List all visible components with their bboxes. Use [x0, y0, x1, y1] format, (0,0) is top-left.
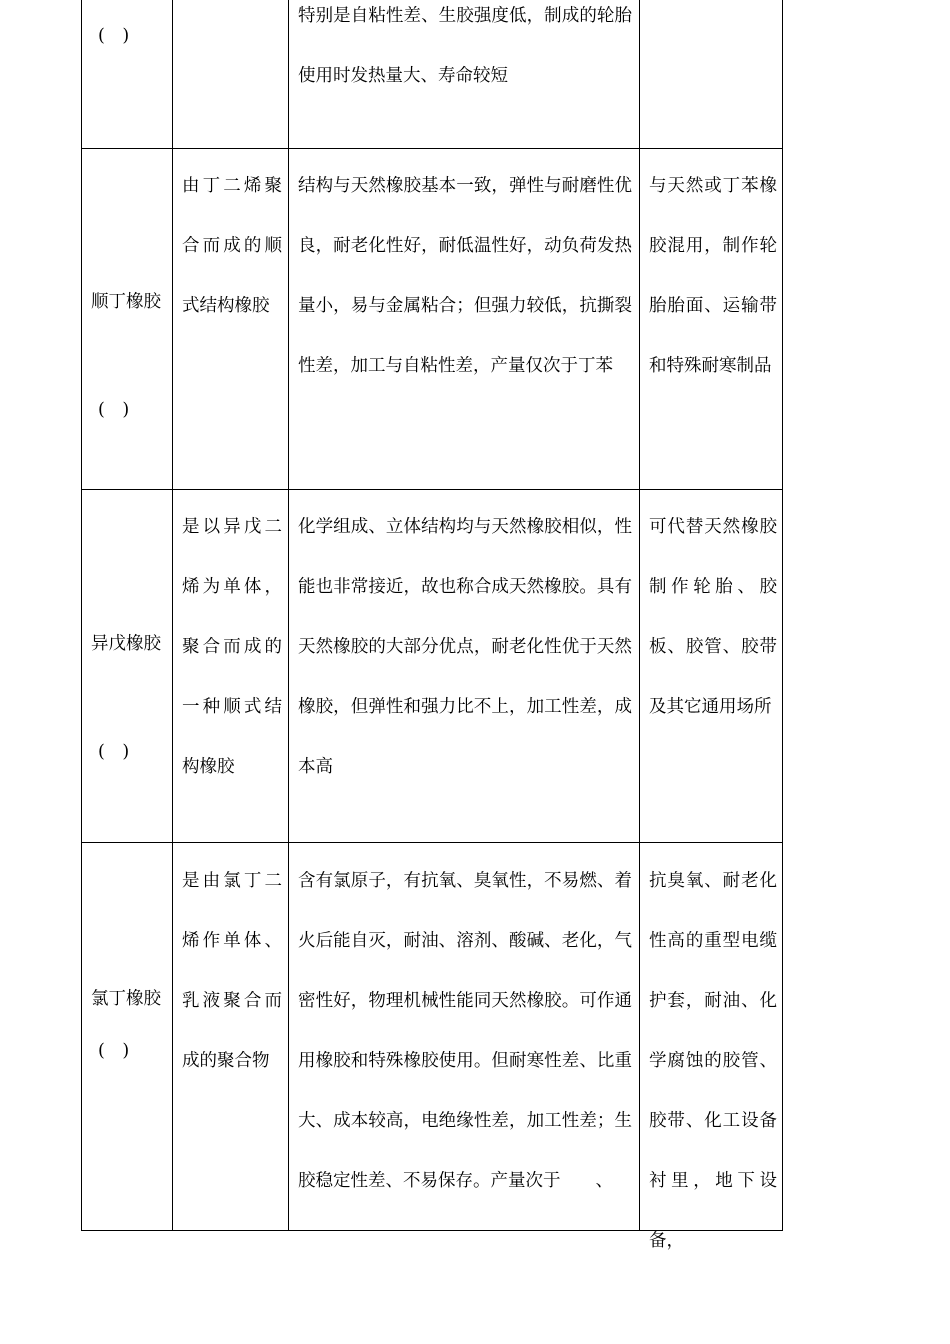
applications-text: 抗臭氧、耐老化性高的重型电缆护套，耐油、化学腐蚀的胶管、胶带、化工设备衬里，地下设备， [649, 871, 777, 1251]
structure-cell [173, 0, 289, 148]
properties-text: 结构与天然橡胶基本一致，弹性与耐磨性优良，耐老化性好，耐低温性好，动负荷发热量小，易与金属粘合；但强力较低，抗撕裂性差，加工与自粘性差，产量仅次于丁苯 [298, 176, 632, 376]
rubber-name-cell [82, 490, 173, 842]
rubber-table [81, 0, 783, 1251]
properties-cell [289, 0, 640, 148]
rubber-name-cell [82, 0, 173, 148]
answer-blank: ( ) [98, 742, 136, 762]
rubber-name: 异戊橡胶 [91, 634, 161, 654]
applications-text: 与天然或丁苯橡胶混用，制作轮胎胎面、运输带和特殊耐寒制品 [649, 176, 777, 376]
table-row [82, 149, 782, 490]
rubber-name: 氯丁橡胶 [91, 989, 161, 1009]
properties-text: 含有氯原子，有抗氧、臭氧性，不易燃、着火后能自灭，耐油、溶剂、酸碱、老化，气密性好，物理机械性能同天然橡胶。可作通用橡胶和特殊橡胶使用。但耐寒性差、比重大、成本较高，电绝缘性差，加工性差；生胶稳定性差、不易保存。产量次于 、 [298, 871, 632, 1191]
structure-cell [173, 490, 289, 842]
properties-text: 特别是自粘性差、生胶强度低，制成的轮胎使用时发热量大、寿命较短 [298, 6, 632, 86]
properties-cell [289, 149, 640, 489]
structure-cell [173, 843, 289, 1230]
table-row [82, 843, 782, 1251]
rubber-name: 顺丁橡胶 [91, 292, 161, 312]
answer-blank: ( ) [98, 1041, 136, 1061]
properties-text: 化学组成、立体结构均与天然橡胶相似，性能也非常接近，故也称合成天然橡胶。具有天然橡胶的大部分优点，耐老化性优于天然橡胶，但弹性和强力比不上，加工性差，成本高 [298, 517, 632, 777]
rubber-name-cell [82, 843, 173, 1230]
structure-text: 是由氯丁二烯作单体、乳液聚合而成的聚合物 [182, 871, 282, 1071]
answer-blank: ( ) [98, 400, 136, 420]
answer-blank: ( ) [98, 26, 136, 46]
applications-cell [640, 490, 783, 842]
applications-cell [640, 149, 783, 489]
properties-cell [289, 490, 640, 842]
applications-cell [640, 843, 783, 1251]
structure-cell [173, 149, 289, 489]
table-row [82, 0, 782, 149]
properties-cell [289, 843, 640, 1230]
applications-text: 可代替天然橡胶制作轮胎、胶板、胶管、胶带及其它通用场所 [649, 517, 777, 717]
structure-text: 由丁二烯聚合而成的顺式结构橡胶 [182, 176, 282, 316]
applications-cell [640, 0, 783, 148]
rubber-name-cell [82, 149, 173, 489]
structure-text: 是以异戊二烯为单体，聚合而成的一种顺式结构橡胶 [182, 517, 282, 777]
table-row [82, 490, 782, 843]
